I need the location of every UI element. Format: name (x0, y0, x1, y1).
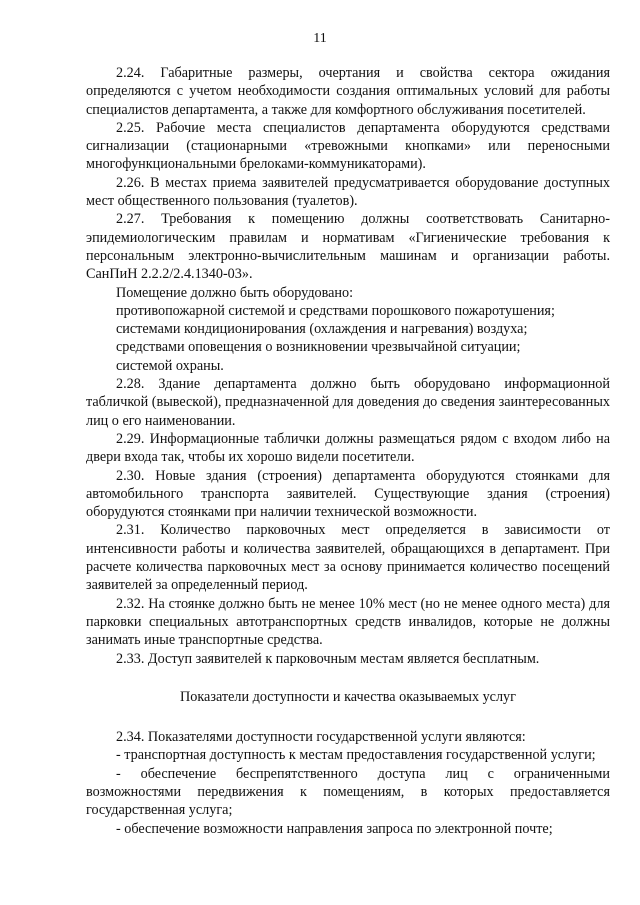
paragraph-2-30: 2.30. Новые здания (строения) департамента оборудуются стоянками для автомобильного транспорта заявителей. Существующие здания (строения) оборудуются стоянками при наличии технической возможности. (86, 467, 610, 521)
paragraph-2-26: 2.26. В местах приема заявителей предусматривается оборудование доступных мест общественного пользования (туалетов). (86, 174, 610, 210)
equipment-item: противопожарной системой и средствами порошкового пожаротушения; (116, 302, 555, 319)
indicator-item: - обеспечение возможности направления запроса по электронной почте; (116, 820, 553, 837)
paragraph-2-31: 2.31. Количество парковочных мест определяется в зависимости от интенсивности работы и количества заявителей, обращающихся в департамент. При расчете количества парковочных мест за основу принимается количество посещений заявителей за определенный период. (86, 522, 610, 594)
paragraph-2-34: 2.34. Показателями доступности государственной услуги являются: (116, 729, 526, 746)
paragraph-2-29: 2.29. Информационные таблички должны размещаться рядом с входом либо на двери входа так, чтобы их хорошо видели посетители. (86, 430, 610, 466)
equipment-item: средствами оповещения о возникновении чрезвычайной ситуации; (116, 339, 521, 356)
paragraph-2-24: 2.24. Габаритные размеры, очертания и свойства сектора ожидания определяются с учетом необходимости создания оптимальных условий для работы специалистов департамента, а также для комфортного обслуживания посетителей. (86, 65, 610, 118)
page-number: 11 (313, 31, 327, 46)
paragraph-2-32: 2.32. На стоянке должно быть не менее 10% мест (но не менее одного места) для парковки специальных автотранспортных средств инвалидов, которые не должны занимать иные транспортные средства. (86, 595, 610, 649)
indicator-item: - обеспечение беспрепятственного доступа лиц с ограниченными возможностями передвижения к помещениям, в которых предоставляется государственная услуга; (86, 765, 610, 819)
equipment-item: системами кондиционирования (охлаждения и нагревания) воздуха; (116, 321, 528, 338)
equipment-item: системой охраны. (116, 357, 224, 374)
paragraph-2-27: 2.27. Требования к помещению должны соответствовать Санитарно-эпидемиологическим правилам и нормативам «Гигиенические требования к персональным электронно-вычислительным машинам и организации работы. СанПиН 2.2.2/2.4.1340-03». (86, 211, 610, 283)
paragraph-2-28: 2.28. Здание департамента должно быть оборудовано информационной табличкой (вывеской), предназначенной для доведения до сведения заинтересованных лиц о его наименовании. (86, 376, 610, 429)
paragraph-2-33: 2.33. Доступ заявителей к парковочным местам является бесплатным. (116, 650, 540, 667)
equipment-intro: Помещение должно быть оборудовано: (116, 284, 354, 301)
section-heading: Показатели доступности и качества оказываемых услуг (180, 688, 516, 705)
paragraph-2-25: 2.25. Рабочие места специалистов департамента оборудуются средствами сигнализации (стационарными «тревожными кнопками» или переносными многофункциональными брелоками-коммуникаторами). (86, 119, 610, 173)
indicator-item: - транспортная доступность к местам предоставления государственной услуги; (116, 747, 596, 764)
document-body (86, 64, 610, 838)
